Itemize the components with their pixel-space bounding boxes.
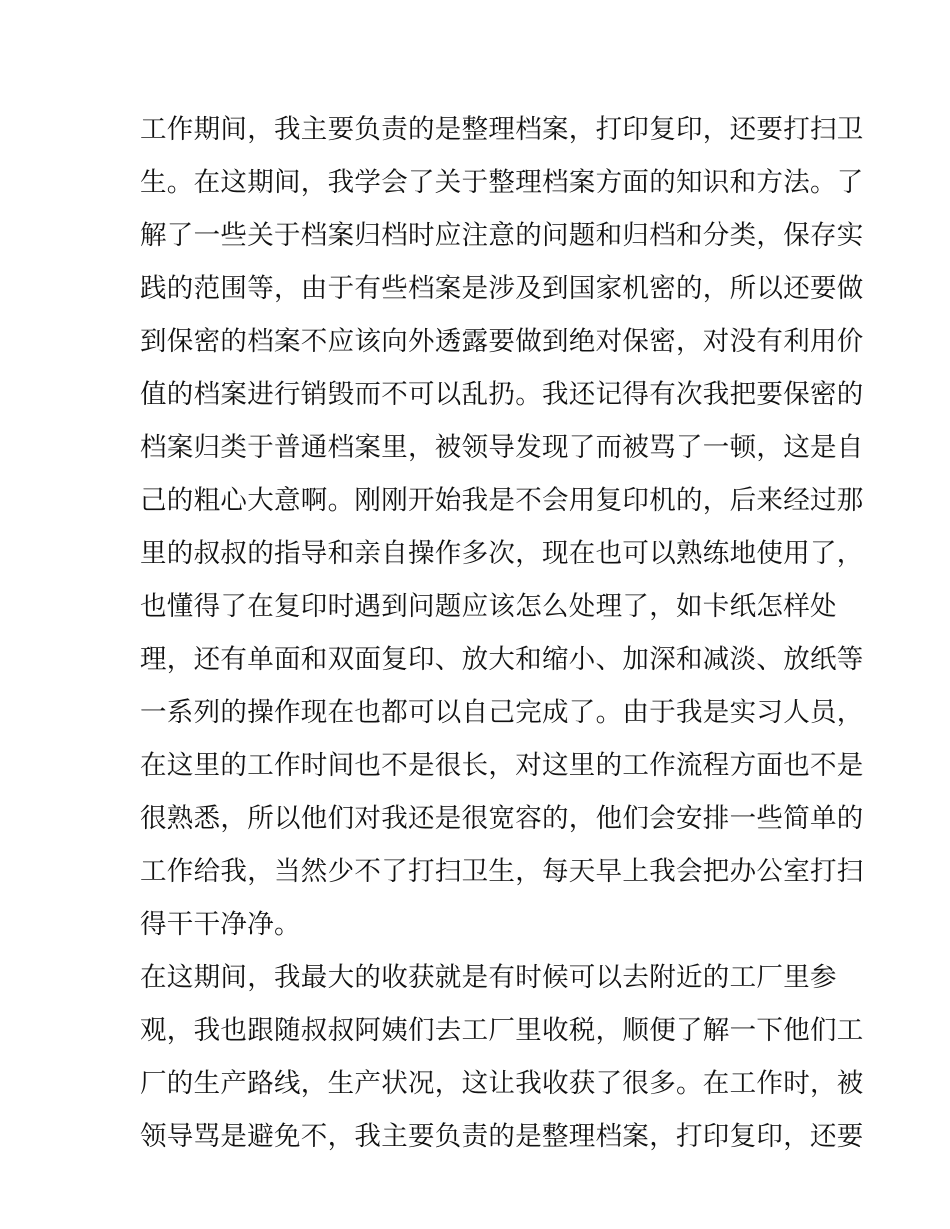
paragraph-1-line-13: 在这里的工作时间也不是很长，对这里的工作流程方面也不是 [140,750,864,781]
paragraph-1-line-2: 生。在这期间，我学会了关于整理档案方面的知识和方法。了 [140,167,864,198]
paragraph-1-line-7: 档案归类于普通档案里，被领导发现了而被骂了一顿，这是自 [140,432,864,463]
paragraph-1-line-12: 一系列的操作现在也都可以自己完成了。由于我是实习人员， [140,697,864,728]
paragraph-1-line-15: 工作给我，当然少不了打扫卫生，每天早上我会把办公室打扫 [140,856,864,887]
paragraph-1-line-3: 解了一些关于档案归档时应注意的问题和归档和分类，保存实 [140,220,864,251]
paragraph-2-line-2: 观，我也跟随叔叔阿姨们去工厂里收税，顺便了解一下他们工 [140,1015,864,1046]
paragraph-1-line-6: 值的档案进行销毁而不可以乱扔。我还记得有次我把要保密的 [140,379,864,410]
paragraph-1-line-10: 也懂得了在复印时遇到问题应该怎么处理了，如卡纸怎样处 [140,591,837,622]
paragraph-2-line-1: 在这期间，我最大的收获就是有时候可以去附近的工厂里参 [140,962,837,993]
paragraph-1-line-4: 践的范围等，由于有些档案是涉及到国家机密的，所以还要做 [140,273,864,304]
paragraph-1-line-11: 理，还有单面和双面复印、放大和缩小、加深和减淡、放纸等 [140,644,864,675]
paragraph-1-line-1: 工作期间，我主要负责的是整理档案，打印复印，还要打扫卫 [140,114,864,145]
paragraph-1-line-14: 很熟悉，所以他们对我还是很宽容的，他们会安排一些简单的 [140,803,864,834]
paragraph-1-line-9: 里的叔叔的指导和亲自操作多次，现在也可以熟练地使用了， [140,538,864,569]
paragraph-2-line-4: 领导骂是避免不，我主要负责的是整理档案，打印复印，还要 [140,1121,864,1152]
paragraph-2-line-3: 厂的生产路线，生产状况，这让我收获了很多。在工作时，被 [140,1068,864,1099]
paragraph-1-line-8: 己的粗心大意啊。刚刚开始我是不会用复印机的，后来经过那 [140,485,864,516]
paragraph-1-line-16: 得干干净净。 [140,909,301,940]
paragraph-1-line-5: 到保密的档案不应该向外透露要做到绝对保密，对没有利用价 [140,326,864,357]
